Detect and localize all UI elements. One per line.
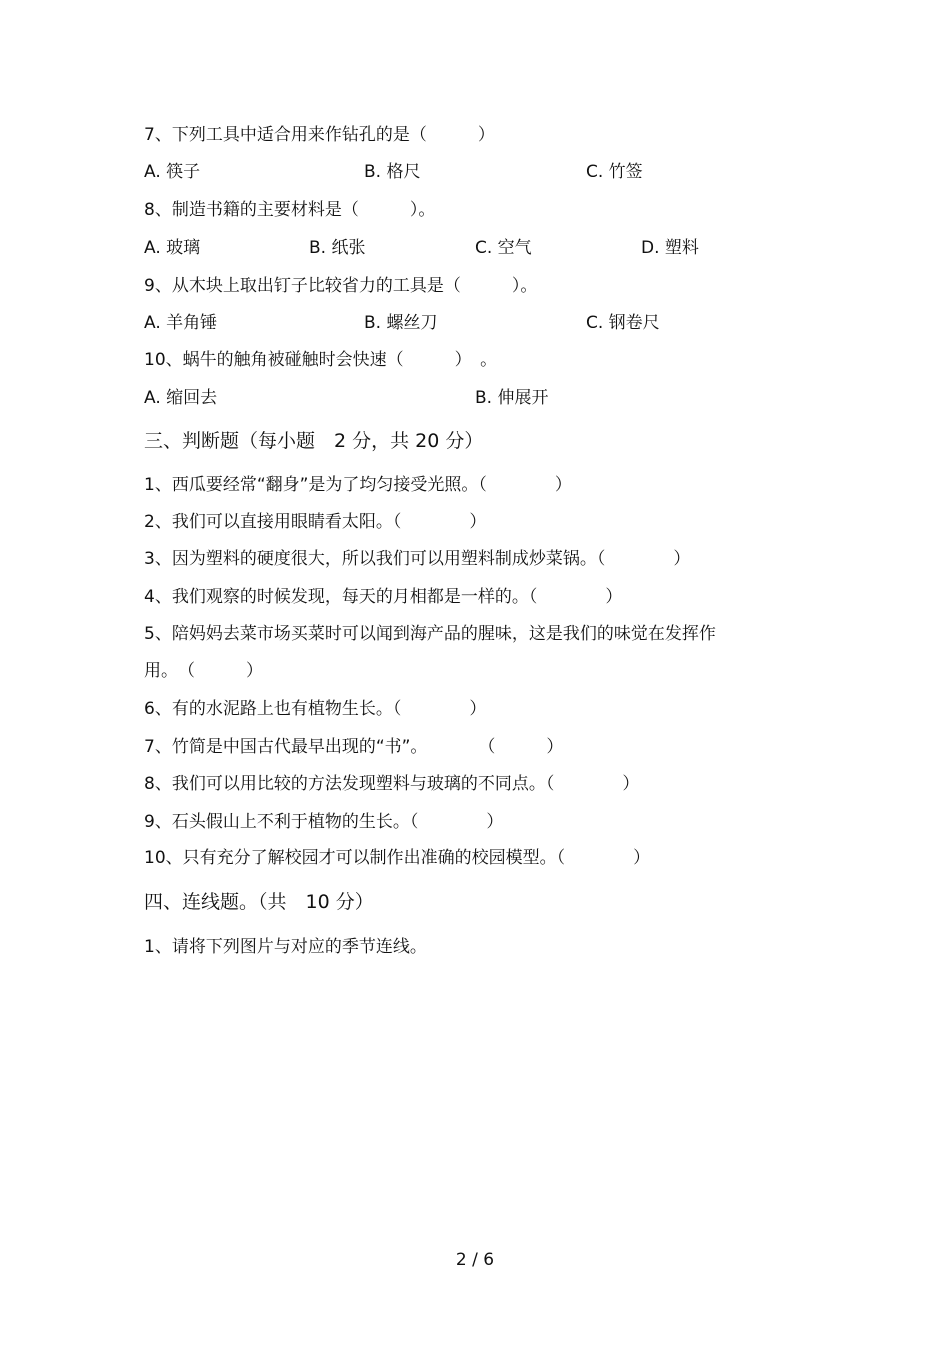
- option-b: B. 伸展开: [475, 388, 549, 408]
- judge-item-8: 8、我们可以用比较的方法发现塑料与玻璃的不同点。（ ）: [144, 774, 640, 794]
- judge-item-9: 9、石头假山上不利于植物的生长。（ ）: [144, 812, 504, 832]
- question-9-options: [144, 312, 844, 334]
- judge-item-4: 4、我们观察的时候发现，每天的月相都是一样的。（ ）: [144, 587, 623, 607]
- judge-item-3: 3、因为塑料的硬度很大，所以我们可以用塑料制成炒菜锅。（ ）: [144, 549, 691, 569]
- question-8: 8、制造书籍的主要材料是（ ）。: [144, 200, 436, 220]
- matching-item-1: 1、请将下列图片与对应的季节连线。: [144, 937, 427, 957]
- question-7: 7、下列工具中适合用来作钻孔的是（ ）: [144, 125, 495, 145]
- question-10-options: [144, 387, 844, 409]
- judge-item-5: 5、陪妈妈去菜市场买菜时可以闻到海产品的腥味，这是我们的味觉在发挥作: [144, 624, 716, 644]
- option-b: B. 纸张: [309, 238, 366, 258]
- question-8-options: [144, 237, 844, 259]
- option-c: C. 钢卷尺: [586, 313, 660, 333]
- option-a: A. 缩回去: [144, 388, 218, 408]
- question-7-options: [144, 161, 844, 183]
- question-9: 9、从木块上取出钉子比较省力的工具是（ ）。: [144, 276, 538, 296]
- section-3-title: 三、判断题（每小题 2 分，共 20 分）: [144, 430, 484, 452]
- option-a: A. 筷子: [144, 162, 201, 182]
- judge-item-2: 2、我们可以直接用眼睛看太阳。（ ）: [144, 512, 487, 532]
- option-d: D. 塑料: [641, 238, 699, 258]
- option-a: A. 玻璃: [144, 238, 201, 258]
- page-number: 2 / 6: [455, 1250, 495, 1270]
- option-b: B. 螺丝刀: [364, 313, 438, 333]
- judge-item-1: 1、西瓜要经常“翻身”是为了均匀接受光照。（ ）: [144, 475, 572, 495]
- question-10: 10、蜗牛的触角被碰触时会快速（ ） 。: [144, 350, 498, 370]
- option-c: C. 竹签: [586, 162, 643, 182]
- option-c: C. 空气: [475, 238, 532, 258]
- option-a: A. 羊角锤: [144, 313, 218, 333]
- judge-item-6: 6、有的水泥路上也有植物生长。（ ）: [144, 699, 487, 719]
- option-b: B. 格尺: [364, 162, 421, 182]
- judge-item-7: 7、竹简是中国古代最早出现的“书”。 （ ）: [144, 737, 564, 757]
- judge-item-10: 10、只有充分了解校园才可以制作出准确的校园模型。（ ）: [144, 848, 651, 868]
- section-4-title: 四、连线题。（共 10 分）: [144, 891, 374, 913]
- judge-item-5-cont: 用。 （ ）: [144, 661, 263, 681]
